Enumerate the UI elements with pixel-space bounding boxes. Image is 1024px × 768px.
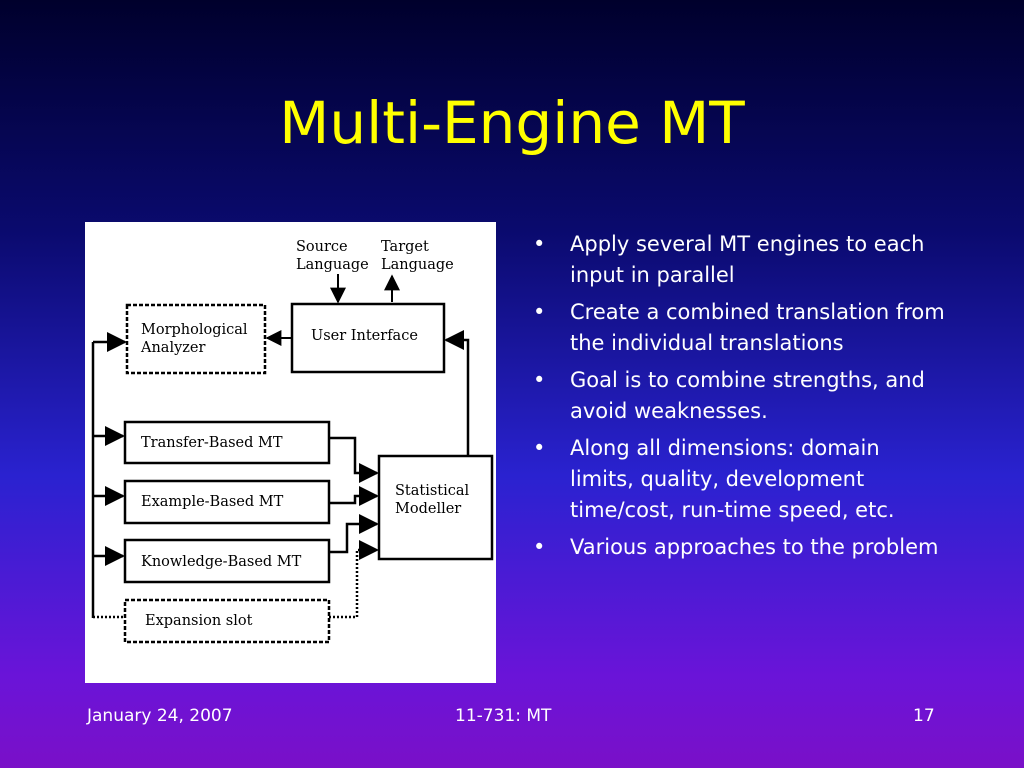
source-language-label-line2: Language	[296, 257, 369, 273]
statistical-modeller-line1: Statistical	[395, 483, 470, 499]
morphological-analyzer-line2: Analyzer	[141, 340, 206, 356]
bullet-text: Apply several MT engines to each input in parallel	[570, 232, 925, 287]
bullet-dot: •	[533, 535, 546, 559]
transfer-to-modeller-connector	[329, 438, 377, 473]
knowledge-based-mt-label: Knowledge-Based MT	[141, 554, 302, 570]
bullet-dot: •	[533, 232, 546, 256]
target-language-label-line1: Target	[381, 239, 429, 255]
architecture-diagram	[85, 222, 496, 683]
example-to-modeller-connector	[329, 496, 377, 503]
morphological-analyzer-box	[127, 305, 265, 373]
modeller-to-ui-connector	[446, 340, 468, 456]
bullet-dot: •	[533, 368, 546, 392]
bullet-text: Along all dimensions: domain limits, quality, development time/cost, run-time speed, etc.	[570, 436, 895, 522]
source-language-label-line1: Source	[296, 239, 348, 255]
transfer-based-mt-label: Transfer-Based MT	[141, 435, 283, 451]
bullet-item	[530, 297, 950, 359]
expansion-slot-label: Expansion slot	[145, 613, 253, 629]
bullet-item	[530, 229, 950, 291]
example-based-mt-label: Example-Based MT	[141, 494, 284, 510]
bullet-item	[530, 365, 950, 427]
footer-page-number: 17	[913, 706, 935, 726]
bullet-dot: •	[533, 436, 546, 460]
knowledge-to-modeller-connector	[329, 524, 377, 552]
bullet-text: Various approaches to the problem	[570, 535, 939, 559]
statistical-modeller-line2: Modeller	[395, 501, 462, 517]
expansion-to-modeller-connector	[329, 550, 377, 617]
bullet-dot: •	[533, 300, 546, 324]
target-language-label-line2: Language	[381, 257, 454, 273]
footer-date: January 24, 2007	[87, 706, 233, 726]
bullet-text: Goal is to combine strengths, and avoid weaknesses.	[570, 368, 925, 423]
morphological-analyzer-line1: Morphological	[141, 322, 248, 338]
user-interface-label: User Interface	[311, 328, 418, 344]
bullet-text: Create a combined translation from the individual translations	[570, 300, 945, 355]
bullet-item	[530, 433, 950, 526]
bullet-item	[530, 532, 950, 563]
footer-course: 11-731: MT	[455, 706, 552, 726]
bullet-list	[530, 229, 950, 569]
slide-title: Multi-Engine MT	[279, 89, 745, 157]
